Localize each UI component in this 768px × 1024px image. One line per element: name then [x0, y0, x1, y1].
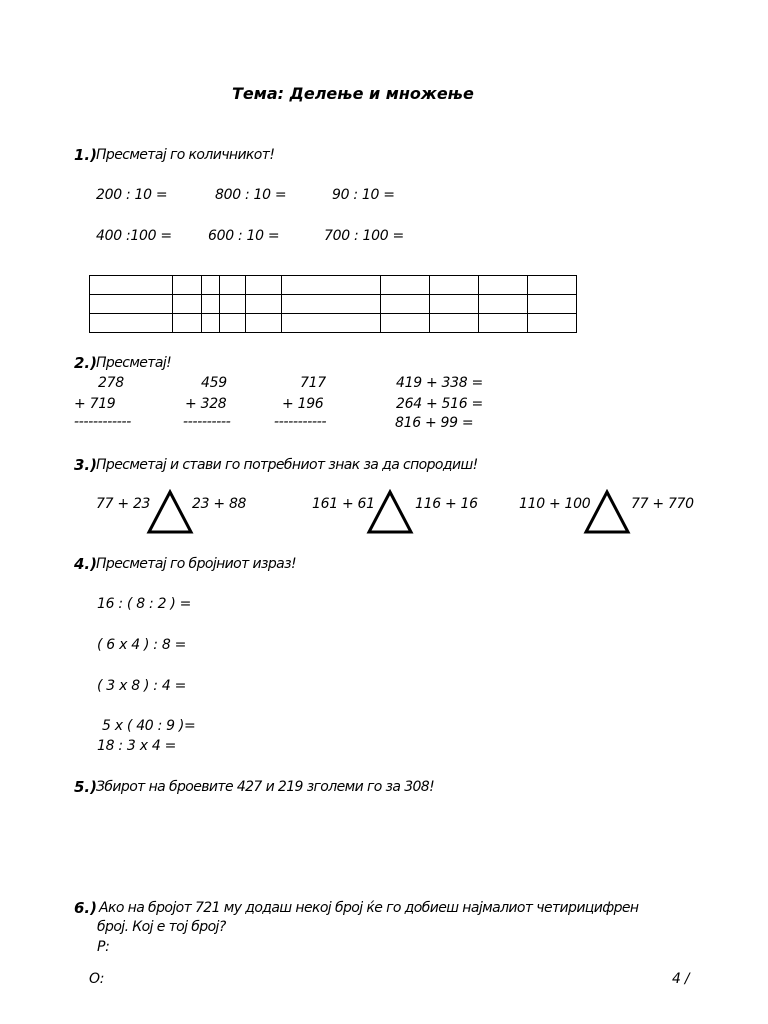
q1-expr: 700 : 100 = — [324, 228, 404, 244]
grid-row — [90, 314, 577, 333]
grid-cell — [381, 276, 430, 295]
grid-cell — [282, 276, 381, 295]
q5-number: 5.) — [74, 778, 97, 796]
triangle-icon — [146, 489, 194, 535]
q1-expr: 600 : 10 = — [208, 228, 280, 244]
grid-cell — [479, 314, 528, 333]
q4-expr: 5 x ( 40 : 9 )= — [102, 718, 196, 734]
q4-expr: 18 : 3 x 4 = — [97, 738, 177, 754]
q3-left-expr: 161 + 61 — [312, 496, 375, 512]
grid-cell — [90, 295, 173, 314]
q3-right-expr: 116 + 16 — [415, 496, 478, 512]
q3-left-expr: 110 + 100 — [519, 496, 591, 512]
grid-cell — [202, 295, 220, 314]
q2-addend-top: 717 — [300, 375, 326, 391]
grid-cell — [220, 276, 246, 295]
answer-grid — [89, 275, 577, 333]
grid-cell — [282, 314, 381, 333]
q4-expr: ( 6 x 4 ) : 8 = — [97, 637, 187, 653]
grid-cell — [479, 295, 528, 314]
triangle-icon — [583, 489, 631, 535]
q2-sum-expr: 264 + 516 = — [396, 396, 483, 412]
grid-row — [90, 295, 577, 314]
q1-expr: 90 : 10 = — [332, 187, 395, 203]
grid-cell — [479, 276, 528, 295]
q2-instruction: Пресметај! — [96, 355, 172, 371]
q3-number: 3.) — [74, 456, 97, 474]
page-title: Тема: Делење и множење — [232, 84, 474, 103]
q1-expr: 200 : 10 = — [96, 187, 168, 203]
q3-right-expr: 23 + 88 — [192, 496, 247, 512]
q2-addend-bottom: + 196 — [282, 396, 324, 412]
grid-cell — [246, 314, 282, 333]
q2-sum-expr: 816 + 99 = — [395, 415, 474, 431]
q2-addend-top: 459 — [201, 375, 227, 391]
q6-number: 6.) — [74, 899, 97, 917]
q2-sum-line: ----------- — [274, 414, 327, 430]
grid-cell — [173, 295, 202, 314]
q6-instruction: Ако на бројот 721 му додаш некој број ќе го добиеш најмалиот четирицифрен — [99, 900, 639, 916]
q4-number: 4.) — [74, 555, 97, 573]
grid-cell — [173, 314, 202, 333]
grid-cell — [282, 295, 381, 314]
grid-cell — [381, 314, 430, 333]
page-score: 4 / — [672, 971, 690, 987]
grid-cell — [246, 295, 282, 314]
q4-expr: ( 3 x 8 ) : 4 = — [97, 678, 187, 694]
grid-cell — [381, 295, 430, 314]
grid-cell — [220, 295, 246, 314]
q1-expr: 400 :100 = — [96, 228, 172, 244]
grid-cell — [528, 295, 577, 314]
grid-cell — [246, 276, 282, 295]
triangle-icon — [366, 489, 414, 535]
grid-cell — [528, 314, 577, 333]
q4-expr: 16 : ( 8 : 2 ) = — [97, 596, 192, 612]
answer-label: Р: — [97, 939, 110, 955]
footer-answer-label: О: — [89, 971, 105, 987]
q4-instruction: Пресметај го бројниот израз! — [96, 556, 297, 572]
q1-instruction: Пресметај го количникот! — [96, 147, 275, 163]
grid-cell — [202, 314, 220, 333]
grid-cell — [430, 276, 479, 295]
q2-addend-bottom: + 719 — [74, 396, 116, 412]
grid-cell — [90, 276, 173, 295]
grid-cell — [202, 276, 220, 295]
q3-instruction: Пресметај и стави го потребниот знак за да спородиш! — [96, 457, 478, 473]
q1-number: 1.) — [74, 146, 97, 164]
q3-right-expr: 77 + 770 — [631, 496, 694, 512]
q2-sum-line: ------------ — [74, 414, 132, 430]
grid-cell — [430, 314, 479, 333]
grid-row — [90, 276, 577, 295]
q2-number: 2.) — [74, 354, 97, 372]
grid-cell — [173, 276, 202, 295]
q1-expr: 800 : 10 = — [215, 187, 287, 203]
q2-addend-bottom: + 328 — [185, 396, 227, 412]
grid-cell — [528, 276, 577, 295]
q2-sum-line: ---------- — [183, 414, 231, 430]
q2-addend-top: 278 — [98, 375, 124, 391]
grid-cell — [90, 314, 173, 333]
grid-cell — [430, 295, 479, 314]
q6-instruction-continued: број. Кој е тој број? — [97, 919, 226, 935]
grid-cell — [220, 314, 246, 333]
q5-instruction: Збирот на броевите 427 и 219 зголеми го за 308! — [96, 779, 435, 795]
q3-left-expr: 77 + 23 — [96, 496, 151, 512]
q2-sum-expr: 419 + 338 = — [396, 375, 483, 391]
